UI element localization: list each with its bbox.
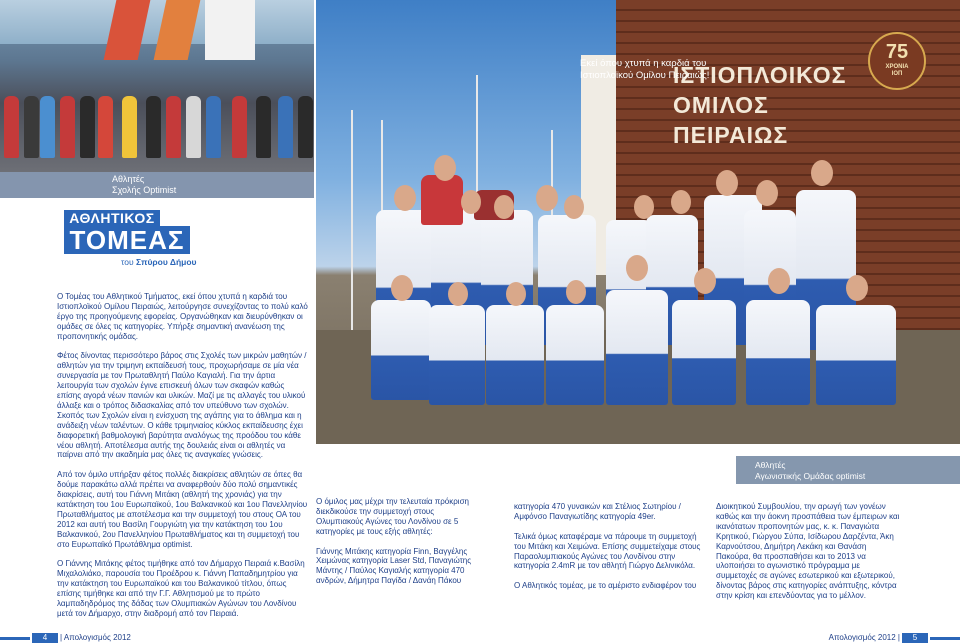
athlete-head [536, 185, 558, 211]
paragraph: Ο Αθλητικός τομέας, με το αμέριστο ενδιαφέρον του [514, 581, 697, 591]
athlete-head [391, 275, 413, 301]
athlete-head [506, 282, 526, 306]
child-figure [186, 96, 201, 158]
athlete [816, 305, 896, 405]
child-figure [206, 96, 221, 158]
footer-right [480, 632, 960, 644]
logo-text: ΧΡΟΝΙΑ [885, 64, 909, 70]
section-heading-small: ΑΘΛΗΤΙΚΟΣ [64, 210, 160, 226]
child-figure [256, 96, 271, 158]
article-column-2 [316, 497, 476, 596]
athlete-head [768, 268, 790, 294]
athlete [486, 305, 544, 405]
paragraph: κατηγορία 470 γυναικών και Στέλιος Σωτηρίου / Αμφόνσο Παναγιωτίδης κατηγορία 49er. [514, 502, 681, 521]
page-number: 5 [902, 633, 928, 643]
child-figure [4, 96, 19, 158]
child-figure [40, 96, 55, 158]
athlete-head [434, 155, 456, 181]
child-figure [278, 96, 293, 158]
caption-line-2: Σχολής Optimist [112, 185, 177, 195]
optimist-school-caption [0, 172, 314, 198]
athlete [746, 300, 810, 405]
paragraph: Τελικά όμως καταφέραμε να πάρουμε τη συμμετοχή του Μιτάκη και Χειμώνα. Επίσης συμμετείχαμε στους Παραολυμπιακούς Αγώνες του Λονδίνου στην κατηγορία 2.4mR με τον αθλητή Γιώργο Δελινικόλα. [514, 531, 701, 571]
footer-label: | Απολογισμός 2012 [60, 633, 131, 642]
athlete-head [564, 195, 584, 219]
child-figure [232, 96, 247, 158]
article-column-4 [716, 502, 902, 611]
athlete [429, 305, 485, 405]
athlete-head [694, 268, 716, 294]
paragraph: Διοικητικού Συμβουλίου, την αρωγή των γονέων καθώς και την άοκνη προσπάθεια των έμπειρων και ικανότατων προπονητών μας, κ. κ. Παναγιώτα Κρητικού, Γιώργου Σύπα, Ισίδωρου Δαρζέντα, Άκη Καρνούτσου, Δημήτρη Λεκάκη και Θανάση Πακούρα, θα προσπαθήσει και το 2013 να υλοποιήσει το αγωνιστικό πρόγραμμα με συμμετοχές σε αγώνες εσωτερικού και εξωτερικού, δίνοντας βάρος στις κατηγορίες ανάπτυξης, κόντρα στην κρίση και επενδύοντας για το μέλλον. [716, 502, 900, 601]
child-figure [122, 96, 137, 158]
club-sign-line-1: ΙΣΤΙΟΠΛΟΙΚΟΣ [673, 62, 847, 88]
byline-author: Σπύρου Δήμου [136, 257, 197, 267]
child-figure [24, 96, 39, 158]
caption-line-2: Αγωνιστικής Ομάδας optimist [755, 470, 866, 481]
athlete-head [461, 190, 481, 214]
athlete-head [566, 280, 586, 304]
athlete [672, 300, 736, 405]
caption-line-1: Αθλητές [112, 174, 145, 184]
logo-number: 75 [885, 41, 909, 63]
athlete-head [716, 170, 738, 196]
athlete-head [448, 282, 468, 306]
club-sign-line-2: ΟΜΙΛΟΣ [673, 92, 769, 118]
paragraph: Ο Γιάννης Μιτάκης φέτος τιμήθηκε από τον Δήμαρχο Πειραιά κ.Βασίλη Μιχαλολιάκο, παρουσία του Προέδρου κ. Γιάννη Παπαδημητρίου για την κατάκτηση του Ευρωπαϊκού και του Βαλκανικού τίτλου, όπως επίσης τιμήθηκε και από την Γ.Γ. Αθλητισμού με το πρώτο λαμπαδηδρόμος της δάδας των Ολυμπιακών Αγώνων του Λονδίνου μετά τον Δήμαρχο, στην διαδρομή από τον Πειραιά. [57, 559, 305, 618]
paragraph: Ο Τομέας του Αθλητικού Τμήματος, εκεί όπου χτυπά η καρδιά του Ιστιοπλοϊκού Ομίλου Πειραιώς, λειτούργησε συνεχίζοντας το πολύ καλό έργο της προηγούμενης εφορείας. Οργανώθηκαν και διευρύνθηκαν οι ομάδες σε όλες τις κατηγορίες. Υπήρξε σημαντική ανανέωση της προπονητικής ομάδας. [57, 292, 308, 341]
paragraph: Γιάννης Μιτάκης κατηγορία Finn, Βαγγέλης Χειμώνας κατηγορία Laser Std, Παναγιώτης Μάντης / Παύλος Καγιαλής κατηγορία 470 ανδρών, Δήμητρα Παγίδα / Δανάη Πάκου [316, 546, 472, 586]
article-column-1 [57, 292, 309, 629]
athlete-head [846, 275, 868, 301]
byline [121, 257, 197, 267]
athlete-head [626, 255, 648, 281]
coach [421, 175, 463, 225]
photo-sky [0, 0, 314, 44]
footer-label: Απολογισμός 2012 | [828, 633, 900, 642]
child-figure [60, 96, 75, 158]
child-figure [98, 96, 113, 158]
athlete [371, 300, 431, 400]
page-number: 4 [32, 633, 58, 643]
child-figure [298, 96, 313, 158]
paragraph: Φέτος δίνοντας περισσότερο βάρος στις Σχολές των μικρών μαθητών / αθλητών για την τριμηνη εκπαίδευσή τους, προχωρήσαμε σε μία νέα συνεργασία με τον Πρωταθλητή Παύλο Καγιαλή. Για την άρτια λειτουργία των σχολών έγινε επισκευή όλων των σκαφών καθώς επίσης αγορά νέων πανιών και υλικών. Μαζί με τις αλλαγές του υλικού άλλαξε και ο τρόπος διδασκαλίας από τον υπεύθυνο των σχολών. Σκοπός των Σχολών είναι η ενίσχυση της αγάπης για το άθλημα και η ανάδειξη νέων ταλέντων. Ο κάθε τριμηνιαίος κύκλος εκπαίδευσης έχει διαφορετική βαθμολογική βαρύτητα αναλόγως της προόδου του κάθε νέου αθλητή. Αποτέλεσμα αυτής της δουλειάς είναι οι αθλητές να παίρνει από την ακαδημία μας όλες τις αναγκαίες γνώσεις. [57, 351, 307, 460]
athlete-head [756, 180, 778, 206]
athlete [606, 290, 668, 405]
byline-prefix: του [121, 257, 134, 267]
boat-mast [351, 110, 353, 340]
sail-white [205, 0, 255, 60]
racing-team-caption [755, 460, 865, 481]
athlete-head [634, 195, 654, 219]
athlete-head [811, 160, 833, 186]
footer-left [0, 632, 480, 644]
child-figure [146, 96, 161, 158]
child-figure [80, 96, 95, 158]
article-column-3 [514, 502, 702, 601]
athlete [546, 305, 604, 405]
pull-quote: Εκεί όπου χτυπά η καρδιά του Ιστιοπλοϊκού Ομίλου Πειραιώς! [580, 58, 710, 81]
athlete-head [671, 190, 691, 214]
section-heading-big: ΤΟΜΕΑΣ [64, 226, 190, 254]
caption-line-1: Αθλητές [755, 460, 786, 470]
optimist-school-photo [0, 0, 314, 172]
logo-abbr: ΙΟΠ [891, 71, 903, 77]
paragraph: Ο όμιλος μας μέχρι την τελευταία πρόκριση διεκδικούσε την συμμετοχή στους Ολυμπιακούς Αγώνες του Λονδίνου σε 5 κατηγορίες με τους εξής αθλητές: [316, 497, 469, 536]
athlete-head [394, 185, 416, 211]
anniversary-logo [868, 32, 926, 90]
child-figure [166, 96, 181, 158]
club-sign-line-3: ΠΕΙΡΑΙΩΣ [673, 122, 789, 148]
paragraph: Από τον όμιλο υπήρξαν φέτος πολλές διακρίσεις αθλητών σε όπες θα δούμε παρακάτω αλλά πρέπει να αναφερθούν δύο πολύ σημαντικές διακρίσεις, αυτή του Γιάννη Μιτάκη (αθλητή της χρονιάς) για την κατάκτηση του 1ου Ευρωπαϊκού, 1ου Βαλκανικού και 1ου Πανελληνίου Πρωταθλήματος με αποτέλεσμα και την συμμετοχή του στους ΟΑ του 2012 και αυτή του Βασίλη Γουργιώτη για την κατάκτηση του 1ου Βαλκανικού, 2ου Πανελληνίου Πρωταθλήματος και τη συμμετοχή του στο Ευρωπαϊκό Πρωτάθλημα optimist. [57, 470, 308, 549]
athlete-head [494, 195, 514, 219]
